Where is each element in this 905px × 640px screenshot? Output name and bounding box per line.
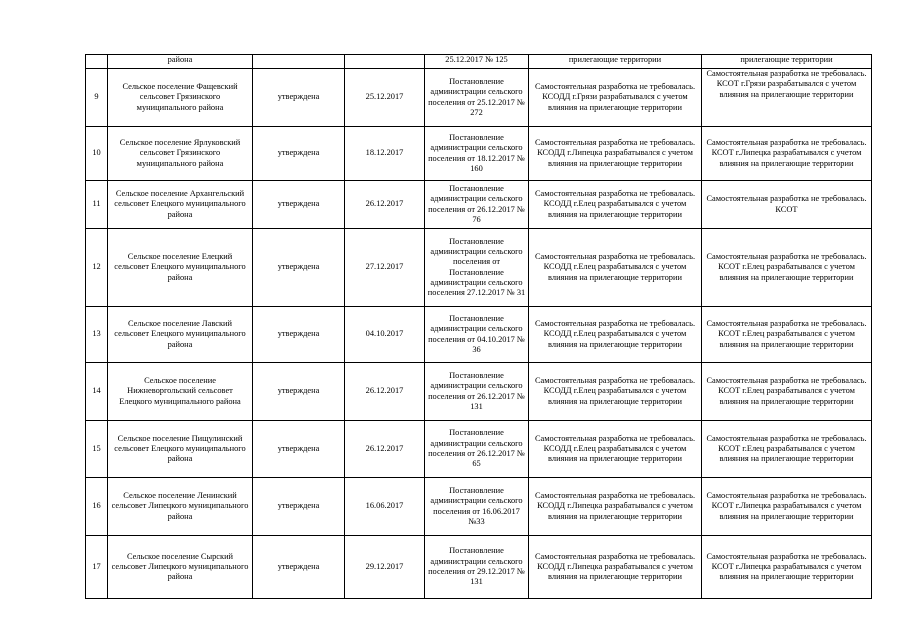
approval-document: Постановление администрации сельского поселения от Постановление администрации сельского поселения 27.12.2017 № 31: [425, 229, 529, 307]
approval-date: 27.12.2017: [345, 229, 425, 307]
row-number: 17: [86, 536, 108, 599]
ksodd-note: Самостоятельная разработка не требовалась. КСОДД г.Липецка разрабатывался с учетом влияния на прилегающие территории: [529, 478, 702, 536]
table-row: [86, 536, 872, 599]
ksot-note: прилегающие территории: [702, 55, 872, 69]
settlement-name: Сельское поселение Пищулинский сельсовет Елецкого муниципального района: [108, 421, 253, 478]
approval-document: Постановление администрации сельского поселения от 29.12.2017 № 131: [425, 536, 529, 599]
approval-date: 16.06.2017: [345, 478, 425, 536]
row-number: 14: [86, 363, 108, 421]
ksodd-note: Самостоятельная разработка не требовалась. КСОДД г.Липецка разрабатывался с учетом влияния на прилегающие территории: [529, 536, 702, 599]
table-row: [86, 421, 872, 478]
ksot-note: Самостоятельная разработка не требовалась. КСОТ: [702, 181, 872, 229]
approval-document: Постановление администрации сельского поселения от 26.12.2017 № 76: [425, 181, 529, 229]
table-row: [86, 181, 872, 229]
ksodd-note: прилегающие территории: [529, 55, 702, 69]
approval-date: 26.12.2017: [345, 363, 425, 421]
ksodd-note: Самостоятельная разработка не требовалась. КСОДД г.Грязи разрабатывался с учетом влияния на прилегающие территории: [529, 69, 702, 127]
approval-date: 29.12.2017: [345, 536, 425, 599]
row-number: 9: [86, 69, 108, 127]
row-number: 10: [86, 127, 108, 181]
approval-document: Постановление администрации сельского поселения от 26.12.2017 № 131: [425, 363, 529, 421]
row-number: 11: [86, 181, 108, 229]
approval-document: 25.12.2017 № 125: [425, 55, 529, 69]
table-row: [86, 307, 872, 363]
ksot-note: Самостоятельная разработка не требовалась. КСОТ г.Грязи разрабатывался с учетом влияния на прилегающие территории: [702, 69, 872, 127]
settlements-table: [85, 54, 872, 599]
approval-date: 04.10.2017: [345, 307, 425, 363]
ksot-note: Самостоятельная разработка не требовалась. КСОТ г.Липецка разрабатывался с учетом влияния на прилегающие территории: [702, 478, 872, 536]
approval-document: Постановление администрации сельского поселения от 16.06.2017 №33: [425, 478, 529, 536]
ksot-note: Самостоятельная разработка не требовалась. КСОТ г.Елец разрабатывался с учетом влияния на прилегающие территории: [702, 421, 872, 478]
ksot-note: Самостоятельная разработка не требовалась. КСОТ г.Елец разрабатывался с учетом влияния на прилегающие территории: [702, 363, 872, 421]
approval-date: 25.12.2017: [345, 69, 425, 127]
approval-date: [345, 55, 425, 69]
ksot-note: Самостоятельная разработка не требовалась. КСОТ г.Липецка разрабатывался с учетом влияния на прилегающие территории: [702, 127, 872, 181]
settlement-name: района: [108, 55, 253, 69]
approval-document: Постановление администрации сельского поселения от 04.10.2017 № 36: [425, 307, 529, 363]
row-number: 13: [86, 307, 108, 363]
program-status: [253, 55, 345, 69]
approval-document: Постановление администрации сельского поселения от 18.12.2017 № 160: [425, 127, 529, 181]
program-status: утверждена: [253, 229, 345, 307]
approval-date: 26.12.2017: [345, 181, 425, 229]
approval-date: 26.12.2017: [345, 421, 425, 478]
row-number: [86, 55, 108, 69]
row-number: 15: [86, 421, 108, 478]
program-status: утверждена: [253, 536, 345, 599]
program-status: утверждена: [253, 181, 345, 229]
program-status: утверждена: [253, 307, 345, 363]
ksot-note: Самостоятельная разработка не требовалась. КСОТ г.Елец разрабатывался с учетом влияния на прилегающие территории: [702, 307, 872, 363]
program-status: утверждена: [253, 69, 345, 127]
settlement-name: Сельское поселение Лавский сельсовет Елецкого муниципального района: [108, 307, 253, 363]
settlement-name: Сельское поселение Нижневоргольский сельсовет Елецкого муниципального района: [108, 363, 253, 421]
table-row: [86, 478, 872, 536]
approval-date: 18.12.2017: [345, 127, 425, 181]
settlement-name: Сельское поселение Сырский сельсовет Липецкого муниципального района: [108, 536, 253, 599]
ksodd-note: Самостоятельная разработка не требовалась. КСОДД г.Елец разрабатывался с учетом влияния на прилегающие территории: [529, 181, 702, 229]
table-row: [86, 55, 872, 69]
settlement-name: Сельское поселение Фащевский сельсовет Грязинского муниципального района: [108, 69, 253, 127]
settlement-name: Сельское поселение Елецкий сельсовет Елецкого муниципального района: [108, 229, 253, 307]
approval-document: Постановление администрации сельского поселения от 26.12.2017 № 65: [425, 421, 529, 478]
ksodd-note: Самостоятельная разработка не требовалась. КСОДД г.Липецка разрабатывался с учетом влияния на прилегающие территории: [529, 127, 702, 181]
row-number: 12: [86, 229, 108, 307]
ksodd-note: Самостоятельная разработка не требовалась. КСОДД г.Елец разрабатывался с учетом влияния на прилегающие территории: [529, 421, 702, 478]
table-row: [86, 229, 872, 307]
settlement-name: Сельское поселение Ярлуковский сельсовет Грязинского муниципального района: [108, 127, 253, 181]
program-status: утверждена: [253, 363, 345, 421]
table-row: [86, 69, 872, 127]
program-status: утверждена: [253, 478, 345, 536]
program-status: утверждена: [253, 127, 345, 181]
approval-document: Постановление администрации сельского поселения от 25.12.2017 № 272: [425, 69, 529, 127]
ksot-note: Самостоятельная разработка не требовалась. КСОТ г.Елец разрабатывался с учетом влияния на прилегающие территории: [702, 229, 872, 307]
row-number: 16: [86, 478, 108, 536]
program-status: утверждена: [253, 421, 345, 478]
ksot-note: Самостоятельная разработка не требовалась. КСОТ г.Липецка разрабатывался с учетом влияния на прилегающие территории: [702, 536, 872, 599]
settlement-name: Сельское поселение Ленинский сельсовет Липецкого муниципального района: [108, 478, 253, 536]
ksodd-note: Самостоятельная разработка не требовалась. КСОДД г.Елец разрабатывался с учетом влияния на прилегающие территории: [529, 307, 702, 363]
settlement-name: Сельское поселение Архангельский сельсовет Елецкого муниципального района: [108, 181, 253, 229]
ksodd-note: Самостоятельная разработка не требовалась. КСОДД г.Елец разрабатывался с учетом влияния на прилегающие территории: [529, 363, 702, 421]
table-row: [86, 363, 872, 421]
ksodd-note: Самостоятельная разработка не требовалась. КСОДД г.Елец разрабатывался с учетом влияния на прилегающие территории: [529, 229, 702, 307]
table-row: [86, 127, 872, 181]
